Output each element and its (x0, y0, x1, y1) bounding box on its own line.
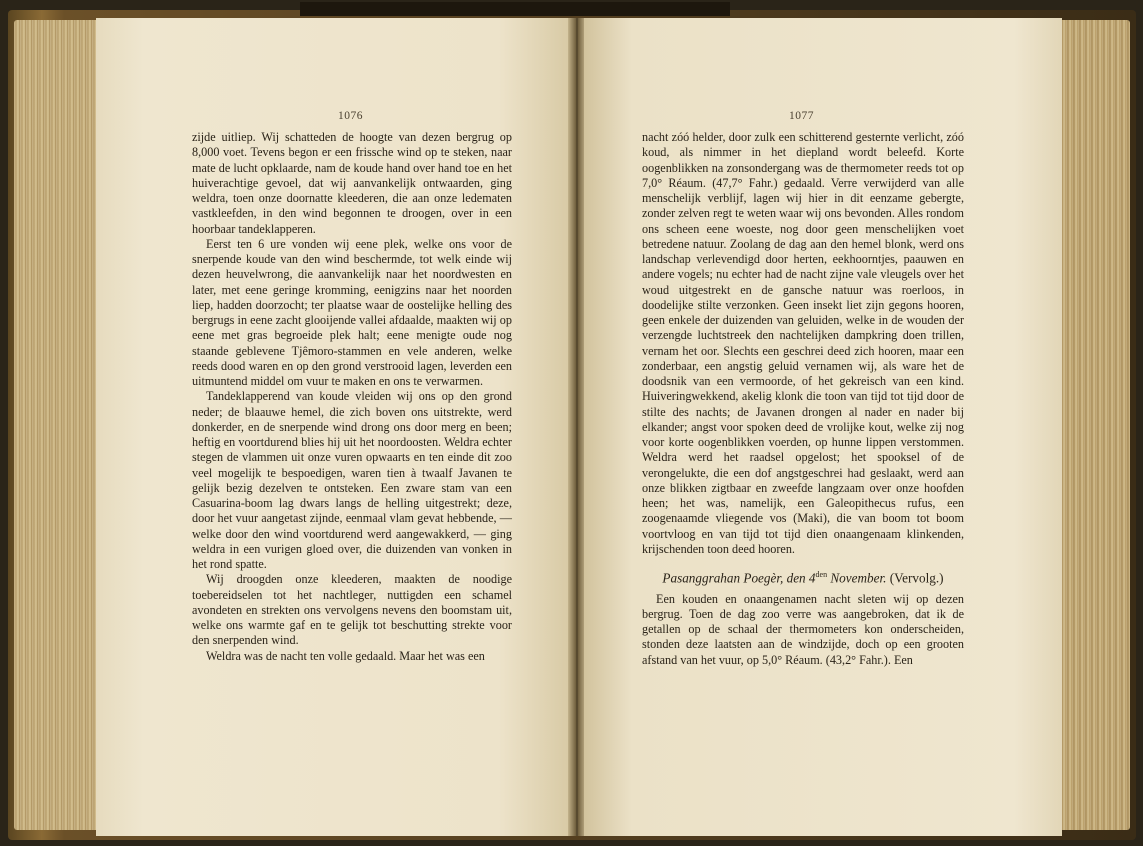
paragraph: Wij droogden onze kleederen, maakten de noodige toebereidselen tot het nachtleger, nuttigden een schamel avondeten en strekten ons vervolgens nevens den boomstam uit, welke ons warmte gaf en te gelijk tot beschutting strekte voor den snerpenden wind. (192, 572, 512, 648)
section-heading (642, 567, 964, 586)
paragraph: Een kouden en onaangenamen nacht sleten wij op dezen bergrug. Toen de dag zoo verre was aangebroken, dat ik de getallen op de schaal der thermometers kon onderscheiden, stonden deze laatsten aan de windzijde, doch op een grooten afstand van het vuur, op 5,0° Réaum. (43,2° Fahr.). Een (642, 591, 964, 667)
paragraph: zijde uitliep. Wij schatteden de hoogte van dezen bergrug op 8,000 voet. Tevens begon er een frissche wind op te steken, naar mate de lucht opklaarde, nam de koude hand over hand toe en het huiverachtige gevoel, dat wij aanvankelijk ontwaarden, ging weldra, toen onze doornatte kleederen, die aan onze ledematen vastkleefden, in den wind begonnen te droogen, over in een hoorbaar tandeklapperen. (192, 130, 512, 236)
paragraph: Tandeklapperend van koude vleiden wij ons op den grond neder; de blaauwe hemel, die zich boven ons uitstrekte, werd donkerder, en de snerpende wind drong ons door merg en been; heftig en voortdurend blies hij uit het noordoosten. Weldra echter stegen de vlammen uit onze vuren opwaarts en ten einde dit zoo veel mogelijk te bespoedigen, waren tien à twaalf Javanen te gelijk bezig dezelven te ontsteken. Een zware stam van een Casuarina-boom lag dwars langs de helling uitgestrekt; deze, door het vuur aangetast zijnde, eenmaal vlam gevat hebbende, — welke door den wind voortdurend werd aangewakkerd, — ging weldra in een vurigen gloed over, die duizenden van vonken in het rond spatte. (192, 389, 512, 571)
book-binding-top (300, 2, 730, 16)
page-text (192, 130, 512, 664)
left-page (96, 18, 570, 836)
heading-note: (Vervolg.) (886, 570, 944, 586)
paragraph: Eerst ten 6 ure vonden wij eene plek, welke ons voor de snerpende koude van den wind beschermde, tot welk einde wij dezen heuvelwrong, die aanvankelijk naar het noordwesten en later, met eene geringe kromming, eenigzins naar het noorden liep, hadden doorzocht; ter plaatse waar de oostelijke helling des bergrugs in eene zacht glooijende vallei afdaalde, maakten wij op eene met gras begroeide plek halt; eene menigte oude nog staande geblevene Tjêmoro-stammen en vele anderen, welke reeds dood waren en op den grond verstrooid lagen, leverden een uitmuntend middel om vuur te maken en ons te verwarmen. (192, 236, 512, 388)
page-number: 1077 (789, 110, 814, 122)
heading-superscript: den (815, 570, 828, 579)
left-page-edges (14, 20, 100, 830)
heading-month: November. (827, 570, 887, 586)
page-text (642, 130, 964, 668)
right-page (584, 18, 1062, 836)
heading-place: Pasanggrahan Poegèr, den 4 (662, 570, 816, 586)
page-number: 1076 (338, 110, 363, 122)
paragraph: Weldra was de nacht ten volle gedaald. Maar het was een (206, 648, 485, 663)
paragraph: nacht zóó helder, door zulk een schitterend gesternte verlicht, zóó koud, als nimmer in het diepland wordt beleefd. Korte oogenblikken na zonsondergang was de thermometer reeds tot op 7,0° Réaum. (47,7° Fahr.) gedaald. Verre verwijderd van alle menschelijk verblijf, lagen wij hier in dit eenzame gebergte, zonder zelven regt te weten waar wij ons bevonden. Alles rondom ons scheen eene woeste, nog door geen menschelijken voet betredene natuur. Zoolang de dag aan den hemel blonk, werd ons landschap verlevendigd door herten, eekhoorntjes, paauwen en andere vogels; nu echter had de nacht zijne vale vleugels over het woud uitgestrekt en de gansche natuur was roerloos, in doodelijke stilte verzonken. Geen insekt liet zijn gegons hooren, geen enkele der duizenden van geluiden, welke in de wouden der verzengde luchtstreek den nachtelijken dampkring doen trillen, vernam het oor. Slechts een geschrei deed zich hooren, maar een zonderbaar, een angstig geluid vernamen wij, als ware het de doodsnik van een vermoorde, of het gekreisch van een kind. Huiveringwekkend, akelig klonk die toon van tijd tot tijd door de stilte des nachts; de Javanen drongen al nader en nader bij elkander; angst voor spoken deed de vrolijke kout, welke zij nog voor korte oogenblikken voerden, op hunne lippen verstommen. Weldra werd het raadsel opgelost; het spooksel of de verongelukte, die een dof angstgeschrei had geslaakt, werd aan onze blikken zigtbaar en zweefde langzaam over onze hoofden heen; het was, namelijk, een Galeopithecus rufus, een zoogenaamde vliegende vos (Maki), die van boom tot boom voortvloog en van tijd tot tijd dien onaangenaam klinkenden, krijschenden toon deed hooren. (642, 130, 964, 556)
right-page-edges (1060, 20, 1130, 830)
